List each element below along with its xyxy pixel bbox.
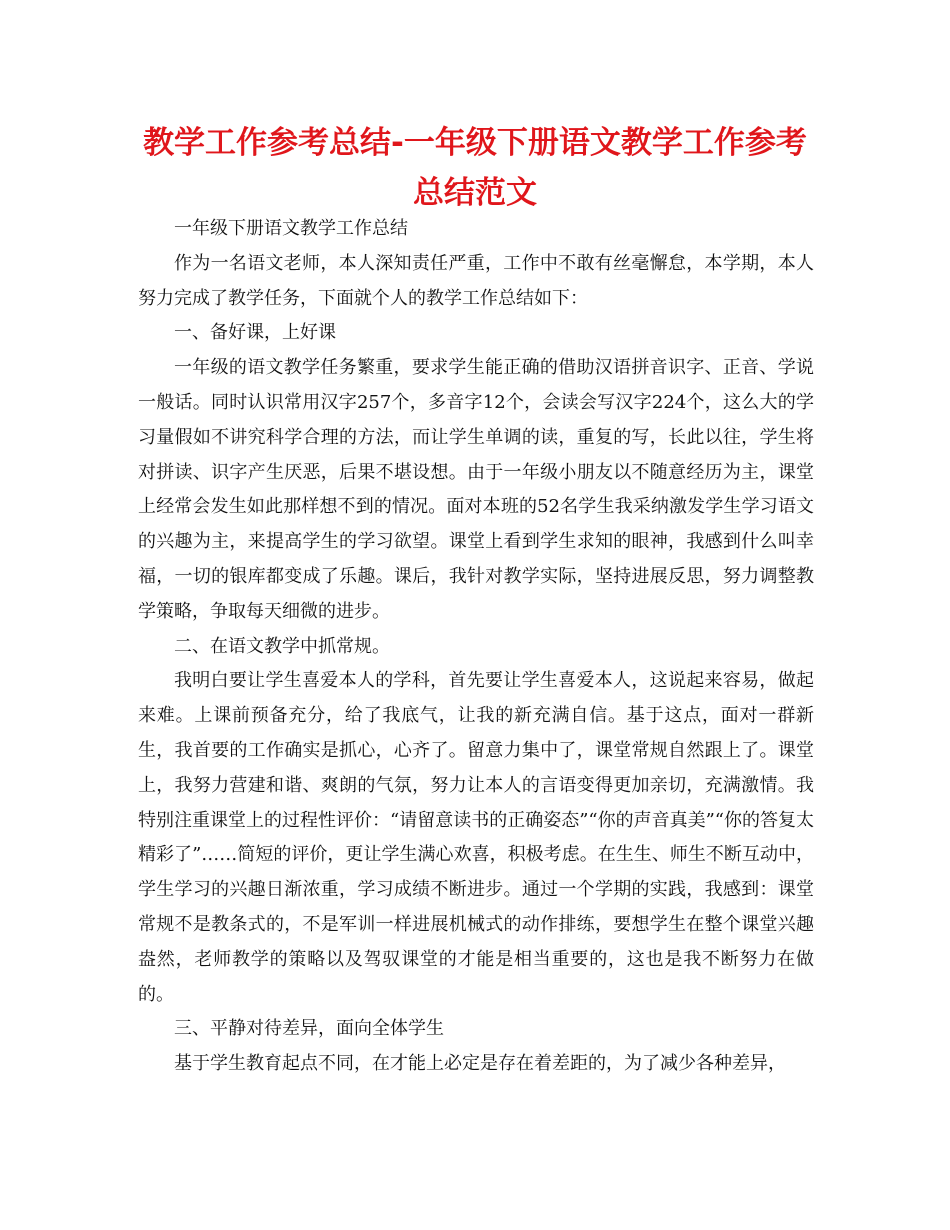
section-heading-2: 二、在语文教学中抓常规。 — [174, 635, 390, 657]
section-1-paragraph: 一年级的语文教学任务繁重，要求学生能正确的借助汉语拼音识字、正音、学说一般话。同时认识常用汉字257个，多音字12个，会读会写汉字224个，这么大的学习量假如不讲究科学合理的方法，而让学生单调的读，重复的写，长此以往，学生将对拼读、识字产生厌恶，后果不堪设想。由于一年级小朋友以不随意经历为主，课堂上经常会发生如此那样想不到的情况。面对本班的52名学生我采纳激发学生学习语文的兴趣为主，来提高学生的学习欲望。课堂上看到学生求知的眼神，我感到什么叫幸福，一切的银库都变成了乐趣。课后，我针对教学实际，坚持进展反思，努力调整教学策略，争取每天细微的进步。 — [138, 357, 814, 622]
title-line-2: 总结范文 — [413, 175, 537, 211]
title-line-1: 教学工作参考总结-一年级下册语文教学工作参考 — [143, 125, 807, 161]
section-heading-1: 一、备好课，上好课 — [174, 322, 336, 344]
document-body — [138, 212, 814, 1082]
section-heading-3: 三、平静对待差异，面向全体学生 — [174, 1018, 444, 1040]
section-2-paragraph: 我明白要让学生喜爱本人的学科，首先要让学生喜爱本人，这说起来容易，做起来难。上课前预备充分，给了我底气，让我的新充满自信。基于这点，面对一群新生，我首要的工作确实是抓心，心齐了。留意力集中了，课堂常规自然跟上了。课堂上，我努力营建和谐、爽朗的气氛，努力让本人的言语变得更加亲切，充满激情。我特别注重课堂上的过程性评价：“请留意读书的正确姿态”“你的声音真美”“你的答复太精彩了”……简短的评价，更让学生满心欢喜，积极考虑。在生生、师生不断互动中，学生学习的兴趣日渐浓重，学习成绩不断进步。通过一个学期的实践，我感到：课堂常规不是教条式的，不是军训一样进展机械式的动作排练，要想学生在整个课堂兴趣盎然，老师教学的策略以及驾驭课堂的才能是相当重要的，这也是我不断努力在做的。 — [138, 670, 815, 1005]
document-title — [120, 118, 830, 218]
section-3-paragraph: 基于学生教育起点不同，在才能上必定是存在着差距的，为了减少各种差异， — [174, 1053, 786, 1075]
intro-paragraph: 作为一名语文老师，本人深知责任严重，工作中不敢有丝毫懈怠，本学期，本人努力完成了教学任务，下面就个人的教学工作总结如下： — [138, 252, 814, 309]
subtitle-paragraph: 一年级下册语文教学工作总结 — [174, 218, 408, 239]
